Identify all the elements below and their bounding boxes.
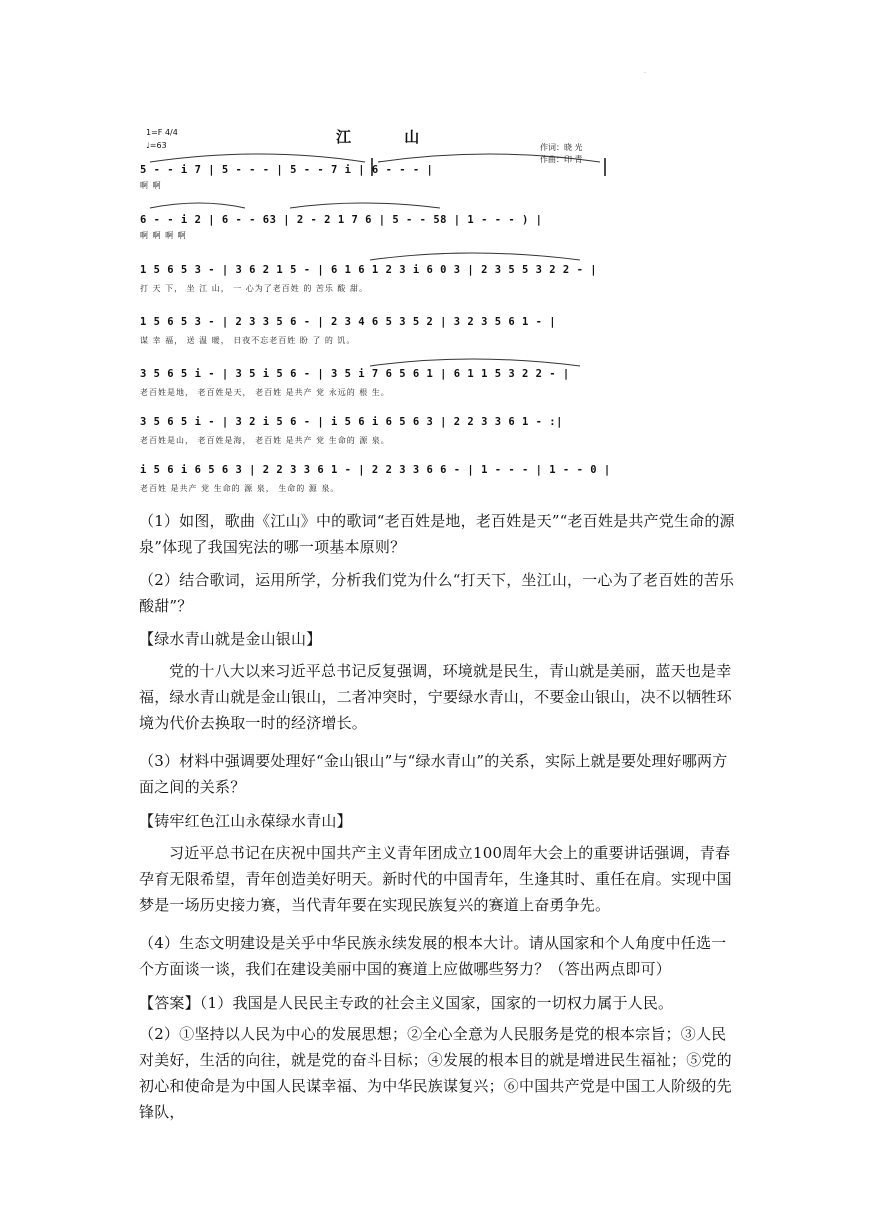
score-line-3: 1 5 6 5 3 - | 3 6 2 1 5 - | 6 1 6 1 2 3 i 6 0 3 | 2 3 5 5 3 2 2 - | [140, 264, 598, 276]
composer: 作曲：印 青 [540, 155, 583, 164]
question-4: （4）生态文明建设是关乎中华民族永续发展的根本大计。请从国家和个人角度中任选一个方面谈一谈，我们在建设美丽中国的赛道上应做哪些努力？（答出两点即可） [139, 934, 727, 978]
lyric-line-7: 老百姓 是共产 党 生命的 源 泉， 生命的 源 泉。 [140, 484, 340, 493]
tempo-mark: ♩=63 [146, 141, 167, 150]
key-signature: 1=F 4/4 [146, 128, 178, 137]
lyric-line-2: 啊 啊 啊 啊 [140, 231, 187, 240]
score-line-5: 3 5 6 5 i - | 3 5 i 5 6 - | 3 5 i 7 6 5 6 1 | 6 1 1 5 3 2 2 - | [140, 368, 570, 380]
lyricist: 作词：晓 光 [540, 143, 583, 152]
score-title: 江 山 [336, 128, 444, 146]
question-2: （2）结合歌词，运用所学，分析我们党为什么“打天下，坐江山，一心为了老百姓的苦乐酸甜”？ [139, 571, 735, 615]
lyric-line-3: 打 天 下， 坐 江 山， 一 心为了老百姓 的 苦乐 酸 甜。 [140, 284, 368, 293]
answer-2: （2）①坚持以人民为中心的发展思想；②全心全意为人民服务是党的根本宗旨；③人民对美好，生活的向往，就是党的奋斗目标；④发展的根本目的就是增进民生福祉；⑤党的初心和使命是为中国人民谋幸福、为中华民族谋复兴；⑥中国共产党是中国工人阶级的先锋队， [139, 1025, 732, 1121]
score-line-2: 6 - - i 2 | 6 - - 63 | 2 - 2 1 7 6 | 5 - - 58 | 1 - - - ) | [140, 214, 543, 226]
score-line-6: 3 5 6 5 i - | 3 2 i 5 6 - | i 5 6 i 6 5 6 3 | 2 2 3 3 6 1 - :| [140, 416, 563, 428]
section-heading-2: 【铸牢红色江山永葆绿水青山】 [139, 812, 352, 830]
lyric-line-6: 老百姓是山， 老百姓是海， 老百姓 是共产 党 生命的 源 泉。 [140, 436, 390, 445]
section-heading-1: 【绿水青山就是金山银山】 [139, 630, 322, 648]
paragraph-2: 习近平总书记在庆祝中国共产主义青年团成立100周年大会上的重要讲话强调，青春孕育无限希望，青年创造美好明天。新时代的中国青年，生逢其时、重任在肩。实现中国梦是一场历史接力赛，当代青年要在实现民族复兴的赛道上奋勇争先。 [139, 844, 732, 914]
score-line-4: 1 5 6 5 3 - | 2 3 3 5 6 - | 2 3 4 6 5 3 5 2 | 3 2 3 5 6 1 - | [140, 316, 557, 328]
question-3: （3）材料中强调要处理好“金山银山”与“绿水青山”的关系，实际上就是要处理好哪两方面之间的关系？ [139, 752, 728, 796]
score-line-1: 5 - - i 7 | 5 - - - | 5 - - 7 i | 6 - - - | [140, 164, 434, 176]
lyric-line-5: 老百姓是地， 老百姓是天， 老百姓 是共产 党 永远的 根 生。 [140, 388, 390, 397]
score-line-7: i 5 6 i 6 5 6 3 | 2 2 3 3 6 1 - | 2 2 3 3 6 6 - | 1 - - - | 1 - - 0 | [140, 464, 611, 476]
score-key [146, 126, 178, 152]
answer-1: 【答案】（1）我国是人民民主专政的社会主义国家，国家的一切权力属于人民。 [139, 994, 674, 1012]
page-dot: · [644, 70, 646, 77]
question-1: （1）如图，歌曲《江山》中的歌词“老百姓是地，老百姓是天”“老百姓是共产党生命的源泉”体现了我国宪法的哪一项基本原则？ [139, 512, 735, 556]
music-score [140, 120, 615, 500]
lyric-line-4: 谋 幸 福， 送 温 暖， 日夜不忘老百姓 盼 了 的 饥。 [140, 336, 356, 345]
lyric-line-1: 啊 啊 [140, 181, 162, 190]
paragraph-1: 党的十八大以来习近平总书记反复强调，环境就是民生，青山就是美丽，蓝天也是幸福，绿水青山就是金山银山，二者冲突时，宁要绿水青山，不要金山银山，决不以牺牲环境为代价去换取一时的经济增长。 [139, 662, 732, 732]
score-credits [540, 142, 583, 166]
